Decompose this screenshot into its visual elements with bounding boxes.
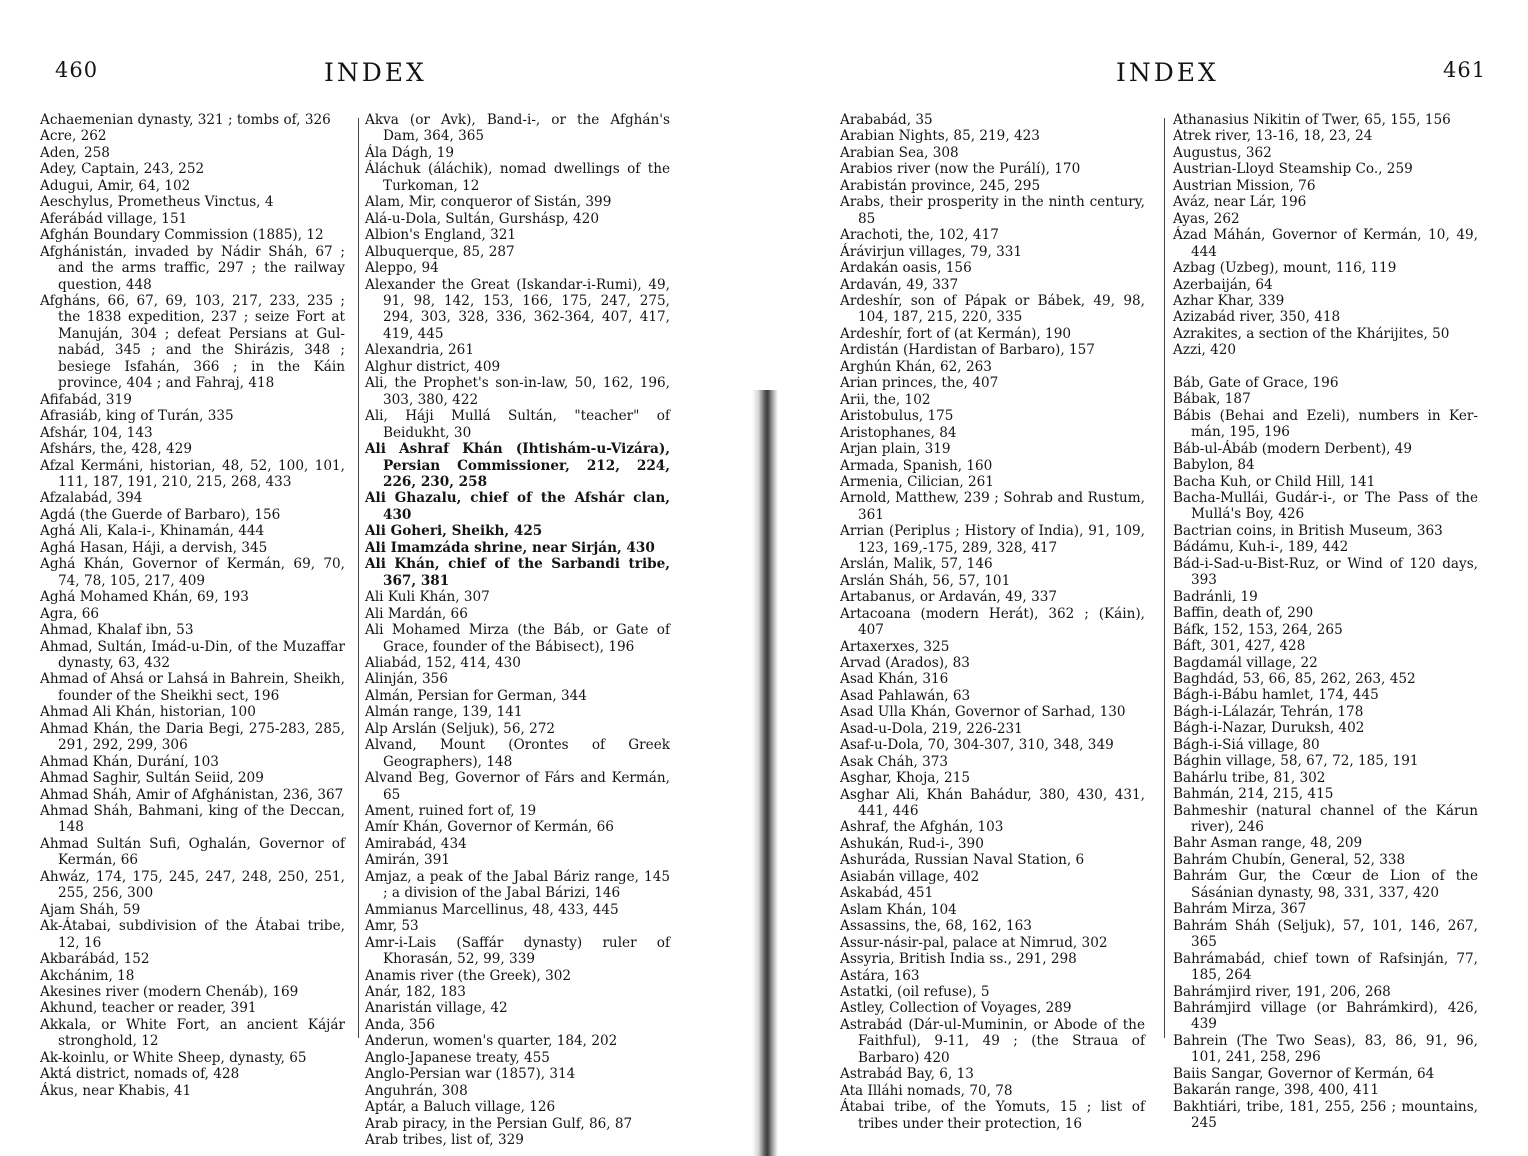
index-entry: Báft, 301, 427, 428 — [1173, 638, 1306, 655]
index-entry: Arrian (Periplus ; History of India), 91, 109, 123, 169,-175, 289, 328, 417 — [840, 523, 1145, 556]
index-entry: Ahmad Khán, the Daria Begi, 275-283, 285, 291, 292, 299, 306 — [40, 720, 345, 754]
index-entry: Arabistán province, 245, 295 — [840, 177, 1041, 194]
index-column — [365, 112, 670, 1149]
index-entry: Artacoana (modern Herát), 362 ; (Káin), 407 — [840, 605, 1145, 639]
index-entry: Adugui, Amir, 64, 102 — [40, 177, 191, 194]
index-entry: Atrek river, 13-16, 18, 23, 24 — [1173, 128, 1373, 145]
index-entry: Afshárs, the, 428, 429 — [40, 441, 193, 458]
index-entry: Ali Ghazalu, chief of the Afshár clan, 430 — [365, 490, 670, 523]
index-entry: Aferábád village, 151 — [40, 210, 188, 227]
index-entry: Agra, 66 — [40, 605, 100, 622]
index-entry: Ak-Átabai, subdivision of the Átabai tribe, 12, 16 — [40, 918, 345, 951]
page-number: 460 — [55, 58, 99, 82]
index-entry: Alinján, 356 — [365, 671, 448, 688]
index-entry: Almán range, 139, 141 — [365, 704, 523, 721]
index-entry: Assyria, British India ss., 291, 298 — [840, 951, 1077, 968]
index-entry: Azbag (Uzbeg), mount, 116, 119 — [1173, 260, 1397, 277]
index-entry: Bahárlu tribe, 81, 302 — [1173, 769, 1326, 786]
index-entry: Ali Mardán, 66 — [365, 605, 468, 622]
index-entry: Anglo-Japanese treaty, 455 — [365, 1049, 550, 1066]
index-entry: Askabád, 451 — [840, 885, 934, 902]
index-entry: Ali, Háji Mullá Sultán, "teacher" of Beidukht, 30 — [365, 408, 670, 441]
index-entry: Aristobulus, 175 — [840, 408, 954, 425]
index-entry: Ali Ashraf Khán (Ihtishám-u-Vizára), Persian Commissioner, 212, 224, 226, 230, 258 — [365, 441, 670, 490]
index-entry: Amirán, 391 — [365, 852, 451, 869]
index-entry: Astrabád (Dár-ul-Muminin, or Abode of the Faithful), 9-11, 49 ; (the Straua of Barbaro) 420 — [840, 1016, 1145, 1066]
index-entry: Astrabád Bay, 6, 13 — [840, 1066, 974, 1083]
index-entry: Bahmán, 214, 215, 415 — [1173, 786, 1334, 803]
index-entry: Bahrám Sháh (Seljuk), 57, 101, 146, 267, 365 — [1173, 917, 1478, 951]
index-entry: Azerbaiján, 64 — [1173, 276, 1273, 293]
index-entry: Armenia, Cilician, 261 — [840, 473, 994, 490]
index-entry: Ardeshír, son of Pápak or Bábek, 49, 98, 104, 187, 215, 220, 335 — [840, 292, 1145, 326]
index-entry: Báb-ul-Ábáb (modern Derbent), 49 — [1173, 440, 1413, 457]
index-entry: Aghá Ali, Kala-i-, Khinamán, 444 — [40, 523, 265, 540]
index-entry: Aghá Khán, Governor of Kermán, 69, 70, 74, 78, 105, 217, 409 — [40, 556, 345, 589]
index-entry: Bacha Kuh, or Child Hill, 141 — [1173, 473, 1376, 490]
index-entry: Arian princes, the, 407 — [840, 375, 999, 392]
index-entry: Ahmad, Khalaf ibn, 53 — [40, 622, 194, 639]
index-entry: Afzalabád, 394 — [40, 490, 143, 507]
index-entry: Alá-u-Dola, Sultán, Gurshásp, 420 — [365, 210, 599, 227]
index-entry: Aslam Khán, 104 — [840, 901, 957, 918]
index-entry: Bághin village, 58, 67, 72, 185, 191 — [1173, 753, 1419, 770]
index-entry: Ajam Sháh, 59 — [40, 901, 141, 918]
index-entry: Ali Imamzáda shrine, near Sirján, 430 — [365, 539, 655, 556]
index-entry: Asad Khán, 316 — [840, 671, 949, 688]
index-entry: Augustus, 362 — [1173, 144, 1272, 161]
index-entry: Asghar Ali, Khán Bahádur, 380, 430, 431, 441, 446 — [840, 786, 1145, 820]
index-entry: Babylon, 84 — [1173, 457, 1255, 474]
index-entry: Aváz, near Lár, 196 — [1173, 194, 1307, 211]
index-entry: Armada, Spanish, 160 — [840, 457, 993, 474]
index-entry: Anaristán village, 42 — [365, 1000, 508, 1017]
index-column — [1173, 112, 1478, 1132]
index-entry: Afshár, 104, 143 — [40, 424, 153, 441]
index-entry: Arii, the, 102 — [840, 391, 931, 408]
running-head: INDEX — [324, 58, 427, 87]
index-entry: Bádámu, Kuh-i-, 189, 442 — [1173, 539, 1349, 556]
index-entry: Afgháns, 66, 67, 69, 103, 217, 233, 235 ; the 1838 expedition, 237 ; seize Fort at Manuján, 304 ; defeat Persians at Gul-nabád, 345 ; and the Shirázis, 348 ; besiege Isfahán, 366 ; in the Káin province, 404 ; and Fahraj, 418 — [40, 292, 345, 392]
index-entry: Akbarábád, 152 — [40, 951, 150, 968]
index-entry: Ákus, near Khabis, 41 — [40, 1082, 192, 1099]
index-entry: Báb, Gate of Grace, 196 — [1173, 374, 1339, 391]
index-entry: Astára, 163 — [840, 967, 920, 984]
index-entry: Bacha-Mullái, Gudár-i-, or The Pass of the Mullá's Boy, 426 — [1173, 489, 1478, 523]
index-entry: Aghá Hasan, Háji, a dervish, 345 — [40, 539, 268, 556]
index-entry: Afghán Boundary Commission (1885), 12 — [40, 227, 324, 244]
index-entry: Arghún Khán, 62, 263 — [840, 358, 992, 375]
index-entry: Ahmad Sháh, Bahmani, king of the Deccan, 148 — [40, 803, 345, 836]
index-entry: Azhar Khar, 339 — [1173, 292, 1285, 309]
index-entry: Aeschylus, Prometheus Vinctus, 4 — [40, 194, 274, 211]
index-entry: Adey, Captain, 243, 252 — [40, 161, 205, 178]
index-entry: Azrakites, a section of the Khárijites, 50 — [1173, 325, 1450, 342]
index-entry: Ali Goheri, Sheikh, 425 — [365, 523, 543, 540]
index-entry: Ament, ruined fort of, 19 — [365, 803, 537, 820]
left-page — [0, 0, 760, 1156]
index-entry: Bahrám Chubín, General, 52, 338 — [1173, 851, 1406, 868]
index-entry: Baghdád, 53, 66, 85, 262, 263, 452 — [1173, 670, 1416, 687]
index-entry: Ahmad Saghir, Sultán Seiid, 209 — [40, 770, 264, 787]
index-entry: Ali, the Prophet's son-in-law, 50, 162, 196, 303, 380, 422 — [365, 375, 670, 408]
index-entry: Badránli, 19 — [1173, 588, 1258, 605]
index-entry: Arab piracy, in the Persian Gulf, 86, 87 — [365, 1115, 633, 1132]
index-entry: Aden, 258 — [40, 144, 110, 161]
index-entry: Akva (or Avk), Band-i-, or the Afghán's Dam, 364, 365 — [365, 112, 670, 145]
index-entry: Ahmad, Sultán, Imád-u-Din, of the Muzaffar dynasty, 63, 432 — [40, 638, 345, 671]
index-entry: Bahrein (The Two Seas), 83, 86, 91, 96, 101, 241, 258, 296 — [1173, 1032, 1478, 1066]
index-entry: Bágh-i-Nazar, Duruksh, 402 — [1173, 720, 1365, 737]
index-entry: Azizabád river, 350, 418 — [1173, 309, 1341, 326]
index-entry: Arachoti, the, 102, 417 — [840, 227, 999, 244]
index-entry: Bábis (Behai and Ezeli), numbers in Ker-mán, 195, 196 — [1173, 407, 1478, 441]
index-entry: Arnold, Matthew, 239 ; Sohrab and Rustum, 361 — [840, 490, 1145, 523]
index-entry: Bahmeshir (natural channel of the Kárun river), 246 — [1173, 802, 1478, 836]
index-entry: Arab tribes, list of, 329 — [365, 1132, 524, 1149]
index-entry: Anderun, women's quarter, 184, 202 — [365, 1033, 618, 1050]
index-entry: Afzal Kermáni, historian, 48, 52, 100, 101, 111, 187, 191, 210, 215, 268, 433 — [40, 457, 345, 490]
index-entry: Alam, Mir, conqueror of Sistán, 399 — [365, 194, 612, 211]
index-entry: Asghar, Khoja, 215 — [840, 770, 971, 787]
index-entry: Alvand, Mount (Orontes of Greek Geographers), 148 — [365, 737, 670, 770]
index-entry: Bágh-i-Lálazár, Tehrán, 178 — [1173, 703, 1364, 720]
index-entry: Albion's England, 321 — [365, 227, 517, 244]
index-entry: Alexandria, 261 — [365, 342, 474, 359]
index-entry: Ahmad Ali Khán, historian, 100 — [40, 704, 256, 721]
index-entry: Ardeshír, fort of (at Kermán), 190 — [840, 325, 1071, 342]
index-entry: Alghur district, 409 — [365, 358, 501, 375]
index-entry: Afifabád, 319 — [40, 391, 132, 408]
index-entry: Ázad Máhán, Governor of Kermán, 10, 49, 444 — [1173, 227, 1478, 260]
index-entry: Aptár, a Baluch village, 126 — [365, 1099, 556, 1116]
index-entry: Asaf-u-Dola, 70, 304-307, 310, 348, 349 — [840, 737, 1114, 754]
index-entry: Azzi, 420 — [1173, 342, 1237, 359]
index-entry: Bahrám Gur, the Cœur de Lion of the Sásánian dynasty, 98, 331, 337, 420 — [1173, 868, 1478, 901]
index-entry: Ashukán, Rud-i-, 390 — [840, 835, 984, 852]
index-entry: Arslán, Malik, 57, 146 — [840, 556, 993, 573]
index-entry: Afrasiáb, king of Turán, 335 — [40, 408, 234, 425]
index-entry: Bagdamál village, 22 — [1173, 654, 1318, 671]
index-entry: Ardaván, 49, 337 — [840, 276, 959, 293]
index-entry: Arabian Nights, 85, 219, 423 — [840, 128, 1040, 145]
index-entry: Ardakán oasis, 156 — [840, 260, 972, 277]
index-entry: Amirabád, 434 — [365, 835, 467, 852]
index-entry: Amjaz, a peak of the Jabal Báriz range, 145 ; a division of the Jabal Bárizi, 146 — [365, 868, 670, 902]
index-entry: Bakhtiári, tribe, 181, 255, 256 ; mountains, 245 — [1173, 1098, 1478, 1132]
index-entry: Asad Pahlawán, 63 — [840, 687, 971, 704]
index-entry: Ali Mohamed Mirza (the Báb, or Gate of Grace, founder of the Bábisect), 196 — [365, 622, 670, 655]
index-entry: Aleppo, 94 — [365, 260, 439, 277]
index-entry: Alvand Beg, Governor of Fárs and Kermán, 65 — [365, 770, 670, 803]
index-entry: Aliabád, 152, 414, 430 — [365, 654, 521, 671]
index-entry: Arvad (Arados), 83 — [840, 654, 970, 671]
index-column — [40, 112, 345, 1099]
index-entry: Anár, 182, 183 — [365, 984, 466, 1001]
index-entry: Aristophanes, 84 — [840, 424, 957, 441]
index-entry: Ahmad Sultán Sufi, Oghalán, Governor of Kermán, 66 — [40, 835, 345, 869]
index-entry: Afghánistán, invaded by Nádir Sháh, 67 ; and the arms traffic, 297 ; the railway question, 448 — [40, 243, 345, 293]
index-entry: Ashraf, the Afghán, 103 — [840, 819, 1004, 836]
index-entry: Bábak, 187 — [1173, 391, 1251, 408]
index-entry: Bahrámjird river, 191, 206, 268 — [1173, 983, 1391, 1000]
index-entry: Ata Illáhi nomads, 70, 78 — [840, 1082, 1013, 1099]
index-entry: Arabios river (now the Purálí), 170 — [840, 161, 1081, 178]
index-entry: Bahrámabád, chief town of Rafsinján, 77, 185, 264 — [1173, 950, 1478, 984]
index-entry: Assur-násir-pal, palace at Nimrud, 302 — [840, 934, 1108, 951]
page-number: 461 — [1443, 58, 1487, 82]
index-entry: Albuquerque, 85, 287 — [365, 243, 515, 260]
index-entry: Asiabán village, 402 — [840, 868, 980, 885]
index-entry: Arslán Sháh, 56, 57, 101 — [840, 572, 1011, 589]
index-entry: Bahrámjird village (or Bahrámkird), 426, 439 — [1173, 1000, 1478, 1033]
index-entry: Ashuráda, Russian Naval Station, 6 — [840, 852, 1085, 869]
index-entry: Amr, 53 — [365, 918, 419, 935]
index-entry: Asak Cháh, 373 — [840, 753, 949, 770]
index-entry: Amr-i-Lais (Saffár dynasty) ruler of Khorasán, 52, 99, 339 — [365, 934, 670, 968]
index-entry: Baffin, death of, 290 — [1173, 605, 1314, 622]
index-entry: Arjan plain, 319 — [840, 441, 951, 458]
index-entry: Achaemenian dynasty, 321 ; tombs of, 326 — [40, 112, 331, 128]
column-rule — [1164, 118, 1165, 1038]
index-entry: Ali Kuli Khán, 307 — [365, 589, 490, 606]
index-entry: Anamis river (the Greek), 302 — [365, 967, 572, 984]
index-entry: Áláchuk (áláchik), nomad dwellings of the Turkoman, 12 — [365, 161, 670, 194]
index-entry: Báfk, 152, 153, 264, 265 — [1173, 621, 1343, 638]
index-entry: Ahmad Khán, Durání, 103 — [40, 753, 219, 770]
index-entry: Ahmad of Ahsá or Lahsá in Bahrein, Sheikh, founder of the Sheikhi sect, 196 — [40, 671, 345, 704]
index-entry: Ahmad Sháh, Amir of Afghánistan, 236, 367 — [40, 786, 344, 803]
index-entry: Artaxerxes, 325 — [840, 638, 950, 655]
index-entry: Ali Khán, chief of the Sarbandi tribe, 367, 381 — [365, 556, 670, 589]
index-entry: Ayas, 262 — [1173, 210, 1240, 227]
index-entry: Akkala, or White Fort, an ancient Kájár stronghold, 12 — [40, 1016, 345, 1050]
index-entry: Ak-koinlu, or White Sheep, dynasty, 65 — [40, 1049, 307, 1066]
index-entry: Bágh-i-Bábu hamlet, 174, 445 — [1173, 687, 1379, 704]
index-column — [840, 112, 1145, 1132]
index-entry: Bahr Asman range, 48, 209 — [1173, 835, 1363, 852]
index-entry: Asad-u-Dola, 219, 226-231 — [840, 720, 1023, 737]
index-entry: Ardistán (Hardistan of Barbaro), 157 — [840, 342, 1095, 359]
index-entry: Akesines river (modern Chenáb), 169 — [40, 984, 299, 1001]
index-entry: Aktá district, nomads of, 428 — [40, 1066, 240, 1083]
index-entry: Ála Dágh, 19 — [365, 144, 454, 161]
index-entry: Alexander the Great (Iskandar-i-Rumi), 49, 91, 98, 142, 153, 166, 175, 247, 275, 294, 303, 328, 336, 362-364, 407, 417, 419, 445 — [365, 276, 670, 342]
index-entry: Átabai tribe, of the Yomuts, 15 ; list of tribes under their protection, 16 — [840, 1099, 1145, 1132]
index-entry: Alp Arslán (Seljuk), 56, 272 — [365, 720, 556, 737]
index-entry: Anglo-Persian war (1857), 314 — [365, 1066, 576, 1083]
index-entry: Arabs, their prosperity in the ninth century, 85 — [840, 194, 1145, 227]
index-entry: Athanasius Nikitin of Twer, 65, 155, 156 — [1173, 112, 1451, 128]
index-entry: Baiis Sangar, Governor of Kermán, 64 — [1173, 1065, 1435, 1082]
index-entry: Bakarán range, 398, 400, 411 — [1173, 1082, 1379, 1099]
index-entry: Bád-i-Sad-u-Bist-Ruz, or Wind of 120 days, 393 — [1173, 555, 1478, 589]
index-entry: Anda, 356 — [365, 1016, 435, 1033]
index-entry: Austrian-Lloyd Steamship Co., 259 — [1173, 161, 1413, 178]
index-entry: Anguhrán, 308 — [365, 1082, 468, 1099]
index-entry: Bactrian coins, in British Museum, 363 — [1173, 522, 1443, 539]
index-entry: Acre, 262 — [40, 128, 107, 145]
right-page — [768, 0, 1528, 1156]
index-entry: Arababád, 35 — [840, 112, 933, 128]
index-entry: Bágh-i-Siá village, 80 — [1173, 736, 1320, 753]
index-entry: Astatki, (oil refuse), 5 — [840, 984, 990, 1001]
index-entry: Almán, Persian for German, 344 — [365, 687, 587, 704]
column-rule — [358, 118, 359, 1038]
index-entry: Astley, Collection of Voyages, 289 — [840, 1000, 1072, 1017]
index-entry: Agdá (the Guerde of Barbaro), 156 — [40, 506, 281, 523]
index-entry: Asad Ulla Khán, Governor of Sarhad, 130 — [840, 704, 1126, 721]
index-entry: Bahrám Mirza, 367 — [1173, 901, 1307, 918]
index-entry: Árávirjun villages, 79, 331 — [840, 243, 1023, 260]
index-entry: Austrian Mission, 76 — [1173, 177, 1316, 194]
index-entry: Aghá Mohamed Khán, 69, 193 — [40, 589, 249, 606]
index-entry: Artabanus, or Ardaván, 49, 337 — [840, 589, 1058, 606]
running-head: INDEX — [1116, 58, 1219, 87]
index-entry: Akhund, teacher or reader, 391 — [40, 1000, 257, 1017]
index-entry: Akchánim, 18 — [40, 967, 135, 984]
index-entry: Ammianus Marcellinus, 48, 433, 445 — [365, 901, 619, 918]
index-entry: Ahwáz, 174, 175, 245, 247, 248, 250, 251, 255, 256, 300 — [40, 868, 345, 902]
index-entry: Assassins, the, 68, 162, 163 — [840, 918, 1032, 935]
index-entry: Arabian Sea, 308 — [840, 144, 959, 161]
index-entry: Amír Khán, Governor of Kermán, 66 — [365, 819, 614, 836]
